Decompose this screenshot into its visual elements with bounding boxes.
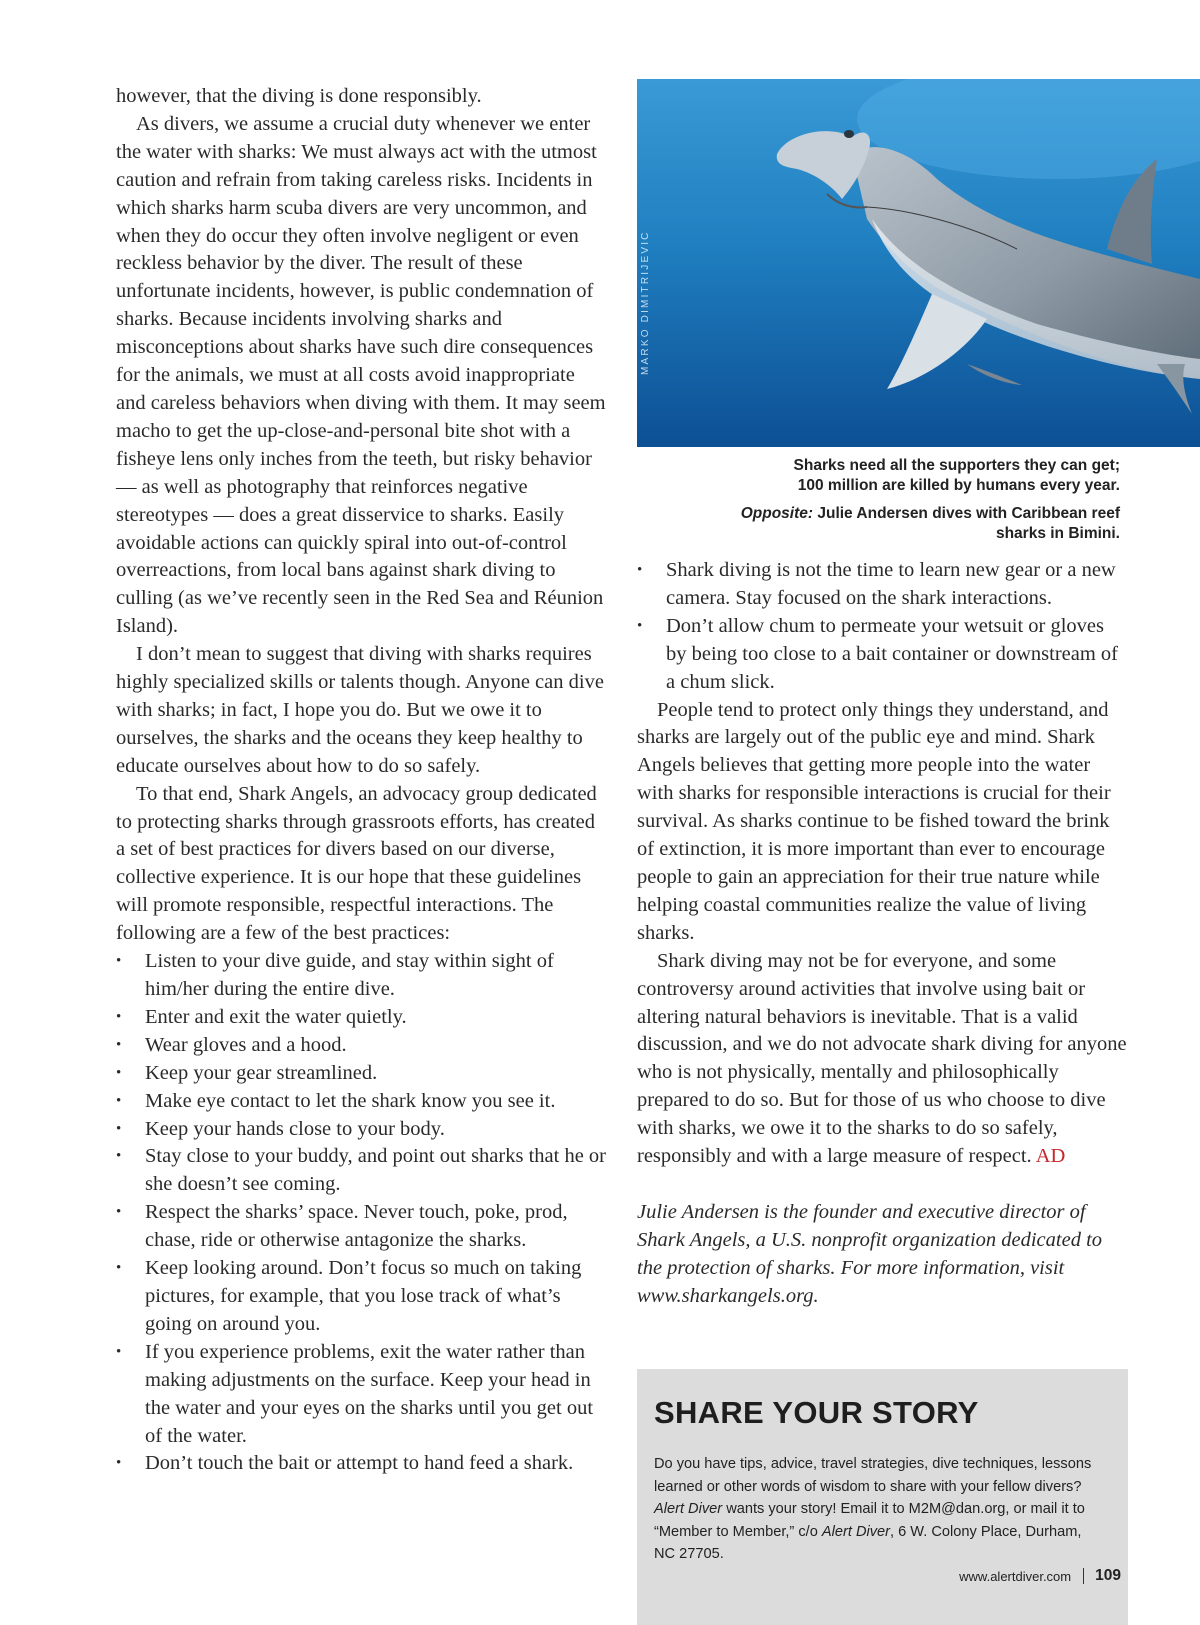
share-title: SHARE YOUR STORY	[654, 1395, 979, 1430]
magazine-name: Alert Diver	[821, 1523, 891, 1540]
caption-opposite-label: Opposite:	[740, 505, 814, 522]
paragraph-6-text: Shark diving may not be for everyone, and some controversy around activities that involve using bait or altering natural behaviors is inevitable. That is a valid discussion, and we do not advocate shark diving for anyone who is not physically, mentally and philosophically prepared to do so. But for those of us who choose to dive with sharks, we owe it to the sharks to do so safely, responsibly and with a large measure of respect.	[637, 949, 1127, 1168]
shark-illustration	[637, 79, 1200, 447]
list-item: • Enter and exit the water quietly.	[116, 1004, 606, 1032]
author-bio: Julie Andersen is the founder and executive director of Shark Angels, a U.S. nonprofit organization dedicated to the protection of sharks. For more information, visit www.sharkangels.org.	[637, 1200, 1103, 1307]
list-item: • Listen to your dive guide, and stay within sight of him/her during the entire dive.	[116, 948, 606, 1004]
share-text	[654, 1453, 1094, 1566]
right-column	[637, 557, 1127, 1310]
share-text-a: Do you have tips, advice, travel strategies, dive techniques, lessons learned or other words of wisdom to share with your fellow divers?	[654, 1456, 1092, 1495]
footer-divider	[1083, 1568, 1084, 1584]
photo-caption	[700, 456, 1120, 544]
caption-opposite-text: Julie Andersen dives with Caribbean reef sharks in Bimini.	[817, 505, 1120, 542]
list-item: • If you experience problems, exit the water rather than making adjustments on the surface. Keep your head in the water and your eyes on the sharks until you get out of the water.	[116, 1339, 606, 1451]
list-item: • Respect the sharks’ space. Never touch, poke, prod, chase, ride or otherwise antagonize the sharks.	[116, 1199, 606, 1255]
paragraph-6	[637, 948, 1127, 1171]
page-number: 109	[1095, 1567, 1121, 1584]
paragraph-2: As divers, we assume a crucial duty whenever we enter the water with sharks: We must always act with the utmost caution and refrain from taking careless risks. Incidents in which sharks harm scuba divers are very uncommon, and when they do occur they often involve negligent or even reckless behavior by the diver. The result of these unfortunate incidents, however, is public condemnation of sharks. Because incidents involving sharks and misconceptions about sharks have such dire consequences for the animals, we must at all costs avoid inappropriate and careless behaviors when diving with them. It may seem macho to get the up-close-and-personal bite shot with a fisheye lens only inches from the teeth, but risky behavior — as well as photography that reinforces negative stereotypes — does a great disservice to sharks. Easily avoidable actions can quickly spiral into out-of-control overreactions, from local bans against shark diving to culling (as we’ve recently seen in the Red Sea and Réunion Island).	[116, 112, 606, 638]
page-footer	[959, 1567, 1121, 1585]
photo-credit: MARKO DIMITRIJEVIC	[640, 230, 651, 375]
additional-practices-list	[637, 557, 1127, 697]
paragraph-1: however, that the diving is done responsibly.	[116, 85, 482, 107]
list-item: • Keep your hands close to your body.	[116, 1116, 606, 1144]
share-your-story-box	[637, 1369, 1128, 1625]
share-text-b: wants your story! Email it to M2M@dan.org, or mail it to “Member to Member,” c/o	[654, 1501, 1085, 1540]
list-item: • Make eye contact to let the shark know you see it.	[116, 1088, 606, 1116]
paragraph-3: I don’t mean to suggest that diving with sharks requires highly specialized skills or talents though. Anyone can dive with sharks; in fact, I hope you do. But we owe it to ourselves, the sharks and the oceans they keep healthy to educate ourselves about how to do so safely.	[116, 643, 604, 777]
footer-url[interactable]: www.alertdiver.com	[959, 1568, 1072, 1584]
share-text-c: , 6 W. Colony Place, Durham, NC 27705.	[654, 1523, 1082, 1562]
hammerhead-shark-photo	[637, 79, 1200, 447]
list-item: • Keep looking around. Don’t focus so much on taking pictures, for example, that you lose track of what’s going on around you.	[116, 1255, 606, 1339]
list-item: • Don’t allow chum to permeate your wetsuit or gloves by being too close to a bait container or downstream of a chum slick.	[637, 613, 1127, 697]
caption-opposite	[700, 504, 1120, 544]
paragraph-4: To that end, Shark Angels, an advocacy group dedicated to protecting sharks through grassroots efforts, has created a set of best practices for divers based on our diverse, collective experience. It is our hope that these guidelines will promote responsible, respectful interactions. The following are a few of the best practices:	[116, 782, 597, 945]
list-item: • Keep your gear streamlined.	[116, 1060, 606, 1088]
list-item: • Stay close to your buddy, and point out sharks that he or she doesn’t see coming.	[116, 1143, 606, 1199]
list-item: • Shark diving is not the time to learn new gear or a new camera. Stay focused on the shark interactions.	[637, 557, 1127, 613]
caption-line-1: Sharks need all the supporters they can get;	[793, 457, 1120, 474]
left-column	[116, 83, 606, 1478]
caption-line-2: 100 million are killed by humans every year.	[797, 477, 1120, 494]
best-practices-list	[116, 948, 606, 1478]
list-item: • Don’t touch the bait or attempt to hand feed a shark.	[116, 1450, 606, 1478]
end-mark: AD	[1035, 1145, 1066, 1168]
paragraph-5: People tend to protect only things they understand, and sharks are largely out of the public eye and mind. Shark Angels believes that getting more people into the water with sharks for responsible interactions is crucial for their survival. As sharks continue to be fished toward the brink of extinction, it is more important than ever to encourage people to gain an appreciation for their true nature while helping coastal communities realize the value of living sharks.	[637, 698, 1111, 944]
magazine-name: Alert Diver	[654, 1501, 723, 1517]
list-item: • Wear gloves and a hood.	[116, 1032, 606, 1060]
